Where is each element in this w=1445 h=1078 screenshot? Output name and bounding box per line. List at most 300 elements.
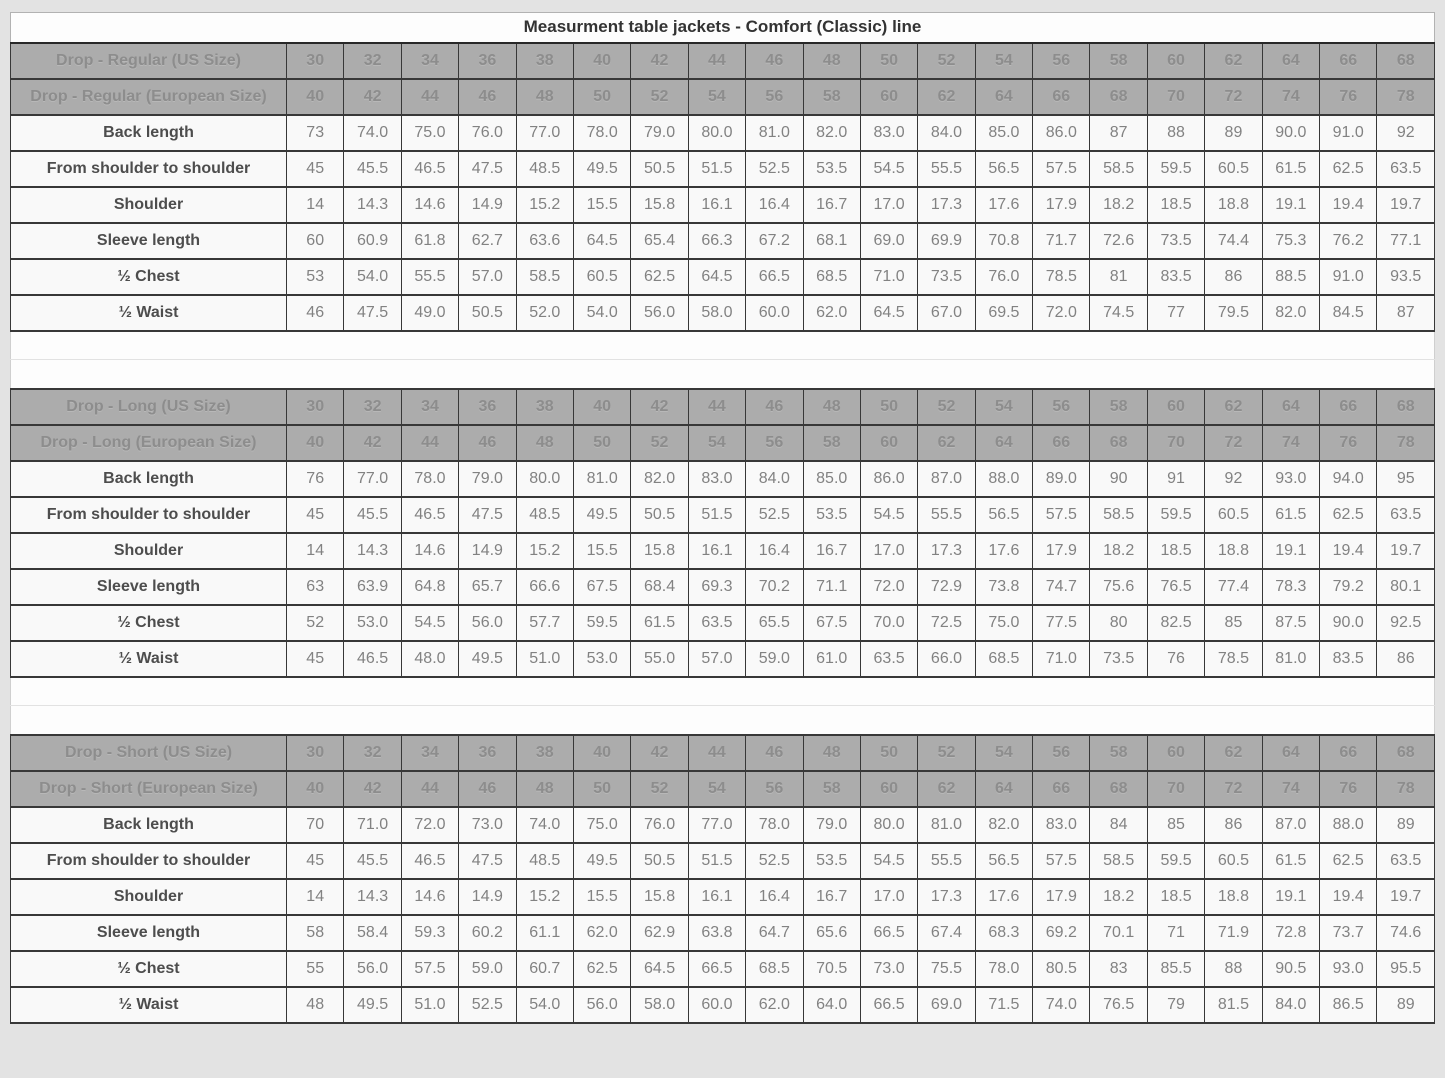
value-cell: 79.0 [803,807,860,843]
size-cell: 44 [401,771,458,807]
row-label: Sleeve length [11,223,287,259]
size-cell: 40 [287,425,344,461]
value-cell: 57.7 [516,605,573,641]
value-cell: 81.0 [746,115,803,151]
size-cell: 52 [918,389,975,425]
size-cell: 42 [344,79,401,115]
size-cell: 58 [803,79,860,115]
value-cell: 61.5 [631,605,688,641]
value-cell: 15.2 [516,187,573,223]
value-cell: 69.5 [975,295,1032,331]
size-cell: 62 [1205,735,1262,771]
value-cell: 66.5 [688,951,745,987]
value-cell: 86 [1205,807,1262,843]
size-cell: 62 [1205,389,1262,425]
size-cell: 54 [688,771,745,807]
value-cell: 14.3 [344,879,401,915]
value-cell: 85.5 [1147,951,1204,987]
size-cell: 42 [344,425,401,461]
value-cell: 76.0 [459,115,516,151]
size-cell: 40 [573,43,630,79]
value-cell: 78.3 [1262,569,1319,605]
size-cell: 46 [459,425,516,461]
value-cell: 86 [1377,641,1435,677]
value-cell: 58 [287,915,344,951]
value-cell: 48.5 [516,151,573,187]
size-cell: 66 [1320,43,1377,79]
value-cell: 17.6 [975,879,1032,915]
row-label: ½ Waist [11,987,287,1023]
size-cell: 50 [860,43,917,79]
size-cell: 32 [344,735,401,771]
value-cell: 88.0 [1320,807,1377,843]
value-cell: 19.4 [1320,187,1377,223]
value-cell: 85.0 [803,461,860,497]
value-cell: 14 [287,187,344,223]
value-cell: 94.0 [1320,461,1377,497]
value-cell: 70.1 [1090,915,1147,951]
size-cell: 44 [688,43,745,79]
measurement-row-long [11,569,1435,605]
value-cell: 90.5 [1262,951,1319,987]
section-spacer [11,677,1435,706]
measurement-row-regular [11,295,1435,331]
row-label: ½ Waist [11,641,287,677]
measurement-row-short [11,987,1435,1023]
size-cell: 62 [918,425,975,461]
value-cell: 73.7 [1320,915,1377,951]
value-cell: 57.5 [1033,843,1090,879]
value-cell: 61.0 [803,641,860,677]
size-cell: 46 [746,735,803,771]
row-label: From shoulder to shoulder [11,151,287,187]
section-spacer [11,706,1435,735]
value-cell: 54.5 [401,605,458,641]
value-cell: 14.6 [401,879,458,915]
size-cell: 64 [1262,43,1319,79]
section-header-label: Drop - Long (European Size) [11,425,287,461]
size-cell: 40 [573,389,630,425]
value-cell: 18.2 [1090,879,1147,915]
value-cell: 53 [287,259,344,295]
row-label: From shoulder to shoulder [11,497,287,533]
value-cell: 73.5 [918,259,975,295]
value-cell: 58.5 [1090,497,1147,533]
value-cell: 91.0 [1320,115,1377,151]
value-cell: 58.0 [688,295,745,331]
value-cell: 60.0 [746,295,803,331]
size-cell: 34 [401,43,458,79]
value-cell: 81.0 [573,461,630,497]
size-cell: 64 [975,425,1032,461]
size-cell: 68 [1090,79,1147,115]
size-cell: 60 [860,425,917,461]
value-cell: 68.5 [803,259,860,295]
value-cell: 87.0 [918,461,975,497]
measurement-row-long [11,461,1435,497]
value-cell: 52 [287,605,344,641]
value-cell: 77.4 [1205,569,1262,605]
size-cell: 54 [975,389,1032,425]
size-cell: 48 [516,79,573,115]
measurement-row-long [11,641,1435,677]
value-cell: 62.7 [459,223,516,259]
size-cell: 58 [1090,735,1147,771]
value-cell: 69.9 [918,223,975,259]
value-cell: 53.0 [344,605,401,641]
value-cell: 55.5 [401,259,458,295]
value-cell: 63.5 [1377,497,1435,533]
value-cell: 17.3 [918,879,975,915]
size-cell: 40 [573,735,630,771]
value-cell: 64.7 [746,915,803,951]
value-cell: 89.0 [1033,461,1090,497]
size-cell: 56 [1033,735,1090,771]
value-cell: 71 [1147,915,1204,951]
size-cell: 30 [287,389,344,425]
value-cell: 54.0 [573,295,630,331]
value-cell: 59.5 [1147,151,1204,187]
value-cell: 86 [1205,259,1262,295]
value-cell: 57.5 [401,951,458,987]
value-cell: 73 [287,115,344,151]
size-cell: 56 [746,79,803,115]
row-label: Sleeve length [11,569,287,605]
value-cell: 48 [287,987,344,1023]
value-cell: 18.5 [1147,879,1204,915]
value-cell: 63.6 [516,223,573,259]
value-cell: 46.5 [401,843,458,879]
measurement-table [10,12,1435,1024]
size-cell: 36 [459,735,516,771]
size-header-row-long-eu [11,425,1435,461]
value-cell: 74.7 [1033,569,1090,605]
value-cell: 64.5 [573,223,630,259]
size-cell: 44 [401,79,458,115]
value-cell: 76.5 [1147,569,1204,605]
value-cell: 72.8 [1262,915,1319,951]
value-cell: 72.9 [918,569,975,605]
value-cell: 45.5 [344,151,401,187]
value-cell: 87 [1377,295,1435,331]
value-cell: 14.6 [401,533,458,569]
value-cell: 57.0 [459,259,516,295]
value-cell: 56.0 [631,295,688,331]
size-cell: 74 [1262,425,1319,461]
value-cell: 77.0 [688,807,745,843]
measurement-row-short [11,807,1435,843]
value-cell: 80 [1090,605,1147,641]
value-cell: 71.7 [1033,223,1090,259]
value-cell: 83.5 [1320,641,1377,677]
size-cell: 58 [803,425,860,461]
value-cell: 72.0 [1033,295,1090,331]
row-label: ½ Chest [11,259,287,295]
section-spacer-cell [11,360,1435,389]
value-cell: 52.5 [459,987,516,1023]
value-cell: 87.5 [1262,605,1319,641]
value-cell: 58.4 [344,915,401,951]
value-cell: 77.0 [344,461,401,497]
value-cell: 17.0 [860,533,917,569]
value-cell: 56.5 [975,497,1032,533]
value-cell: 89 [1377,807,1435,843]
value-cell: 61.1 [516,915,573,951]
value-cell: 19.7 [1377,879,1435,915]
value-cell: 75.0 [975,605,1032,641]
size-cell: 64 [1262,735,1319,771]
value-cell: 18.5 [1147,187,1204,223]
value-cell: 52.5 [746,151,803,187]
value-cell: 62.5 [573,951,630,987]
value-cell: 73.8 [975,569,1032,605]
size-cell: 50 [860,389,917,425]
value-cell: 45.5 [344,843,401,879]
value-cell: 62.5 [1320,497,1377,533]
value-cell: 45 [287,497,344,533]
size-cell: 62 [918,771,975,807]
value-cell: 15.2 [516,879,573,915]
size-cell: 60 [1147,389,1204,425]
value-cell: 18.8 [1205,533,1262,569]
value-cell: 68.1 [803,223,860,259]
value-cell: 55 [287,951,344,987]
value-cell: 84.5 [1320,295,1377,331]
size-cell: 30 [287,735,344,771]
value-cell: 58.5 [516,259,573,295]
value-cell: 15.5 [573,533,630,569]
value-cell: 19.4 [1320,533,1377,569]
measurement-row-regular [11,115,1435,151]
size-cell: 52 [631,79,688,115]
size-cell: 34 [401,389,458,425]
size-cell: 68 [1377,43,1435,79]
size-cell: 38 [516,43,573,79]
size-cell: 44 [688,389,745,425]
value-cell: 74.6 [1377,915,1435,951]
value-cell: 85 [1205,605,1262,641]
value-cell: 75.0 [401,115,458,151]
size-cell: 70 [1147,771,1204,807]
value-cell: 18.8 [1205,879,1262,915]
size-cell: 64 [1262,389,1319,425]
value-cell: 15.8 [631,533,688,569]
value-cell: 80.1 [1377,569,1435,605]
value-cell: 59.0 [746,641,803,677]
value-cell: 50.5 [631,497,688,533]
row-label: ½ Chest [11,951,287,987]
value-cell: 74.4 [1205,223,1262,259]
section-header-label: Drop - Long (US Size) [11,389,287,425]
size-cell: 46 [746,389,803,425]
size-cell: 48 [803,735,860,771]
value-cell: 53.0 [573,641,630,677]
row-label: ½ Chest [11,605,287,641]
value-cell: 49.0 [401,295,458,331]
value-cell: 56.5 [975,151,1032,187]
value-cell: 84.0 [1262,987,1319,1023]
value-cell: 93.0 [1262,461,1319,497]
size-cell: 66 [1033,771,1090,807]
value-cell: 50.5 [459,295,516,331]
value-cell: 66.0 [918,641,975,677]
value-cell: 60.5 [1205,151,1262,187]
value-cell: 15.2 [516,533,573,569]
row-label: Sleeve length [11,915,287,951]
size-cell: 76 [1320,425,1377,461]
value-cell: 55.5 [918,497,975,533]
size-cell: 56 [746,771,803,807]
size-cell: 42 [631,735,688,771]
value-cell: 55.5 [918,151,975,187]
value-cell: 70.0 [860,605,917,641]
value-cell: 71.5 [975,987,1032,1023]
value-cell: 71.9 [1205,915,1262,951]
value-cell: 18.8 [1205,187,1262,223]
row-label: Shoulder [11,533,287,569]
value-cell: 70.8 [975,223,1032,259]
value-cell: 74.5 [1090,295,1147,331]
value-cell: 73.5 [1147,223,1204,259]
value-cell: 88.0 [975,461,1032,497]
size-cell: 48 [516,425,573,461]
size-cell: 52 [631,771,688,807]
value-cell: 45 [287,641,344,677]
size-cell: 66 [1033,425,1090,461]
value-cell: 84.0 [918,115,975,151]
value-cell: 73.5 [1090,641,1147,677]
value-cell: 95.5 [1377,951,1435,987]
value-cell: 16.1 [688,187,745,223]
value-cell: 51.5 [688,497,745,533]
value-cell: 19.7 [1377,187,1435,223]
value-cell: 62.5 [1320,843,1377,879]
size-cell: 68 [1090,425,1147,461]
value-cell: 78.0 [746,807,803,843]
value-cell: 58.5 [1090,151,1147,187]
value-cell: 16.7 [803,879,860,915]
value-cell: 14.6 [401,187,458,223]
value-cell: 63.5 [1377,151,1435,187]
value-cell: 87.0 [1262,807,1319,843]
value-cell: 92 [1377,115,1435,151]
size-cell: 56 [1033,389,1090,425]
value-cell: 14.3 [344,187,401,223]
value-cell: 89 [1205,115,1262,151]
value-cell: 66.5 [746,259,803,295]
value-cell: 53.5 [803,151,860,187]
value-cell: 61.5 [1262,843,1319,879]
size-cell: 40 [287,771,344,807]
value-cell: 45.5 [344,497,401,533]
value-cell: 59.5 [1147,497,1204,533]
value-cell: 82.0 [975,807,1032,843]
measurement-row-short [11,951,1435,987]
value-cell: 58.5 [1090,843,1147,879]
value-cell: 83.0 [860,115,917,151]
value-cell: 88.5 [1262,259,1319,295]
value-cell: 46.5 [401,151,458,187]
value-cell: 83 [1090,951,1147,987]
size-cell: 72 [1205,771,1262,807]
value-cell: 59.0 [459,951,516,987]
size-cell: 64 [975,771,1032,807]
value-cell: 86.0 [860,461,917,497]
measurement-row-long [11,497,1435,533]
value-cell: 90.0 [1320,605,1377,641]
value-cell: 17.9 [1033,879,1090,915]
value-cell: 63 [287,569,344,605]
size-cell: 42 [631,43,688,79]
value-cell: 19.7 [1377,533,1435,569]
value-cell: 72.5 [918,605,975,641]
value-cell: 70.5 [803,951,860,987]
measurement-row-short [11,915,1435,951]
measurement-row-regular [11,151,1435,187]
value-cell: 71.0 [1033,641,1090,677]
measurement-row-regular [11,187,1435,223]
measurement-row-long [11,533,1435,569]
value-cell: 67.5 [803,605,860,641]
row-label: Shoulder [11,879,287,915]
value-cell: 54.5 [860,497,917,533]
value-cell: 82.5 [1147,605,1204,641]
value-cell: 64.5 [688,259,745,295]
size-cell: 36 [459,43,516,79]
value-cell: 47.5 [344,295,401,331]
value-cell: 18.2 [1090,187,1147,223]
value-cell: 16.4 [746,187,803,223]
value-cell: 79.5 [1205,295,1262,331]
value-cell: 72.6 [1090,223,1147,259]
value-cell: 51.0 [516,641,573,677]
value-cell: 69.0 [918,987,975,1023]
value-cell: 67.0 [918,295,975,331]
size-header-row-long-us [11,389,1435,425]
value-cell: 66.6 [516,569,573,605]
value-cell: 14.3 [344,533,401,569]
value-cell: 50.5 [631,151,688,187]
size-cell: 60 [860,771,917,807]
value-cell: 48.5 [516,497,573,533]
value-cell: 64.5 [631,951,688,987]
value-cell: 46.5 [401,497,458,533]
value-cell: 76 [287,461,344,497]
value-cell: 60.2 [459,915,516,951]
value-cell: 82.0 [803,115,860,151]
value-cell: 83.0 [1033,807,1090,843]
row-label: Back length [11,461,287,497]
value-cell: 63.8 [688,915,745,951]
size-cell: 68 [1377,735,1435,771]
value-cell: 76.0 [631,807,688,843]
value-cell: 65.4 [631,223,688,259]
value-cell: 73.0 [860,951,917,987]
value-cell: 14.9 [459,187,516,223]
value-cell: 54.5 [860,843,917,879]
value-cell: 53.5 [803,843,860,879]
measurement-row-regular [11,223,1435,259]
value-cell: 79.0 [631,115,688,151]
value-cell: 14 [287,879,344,915]
measurement-row-long [11,605,1435,641]
size-cell: 66 [1320,389,1377,425]
value-cell: 14 [287,533,344,569]
size-cell: 64 [975,79,1032,115]
value-cell: 78.0 [573,115,630,151]
size-cell: 76 [1320,771,1377,807]
size-cell: 68 [1377,389,1435,425]
